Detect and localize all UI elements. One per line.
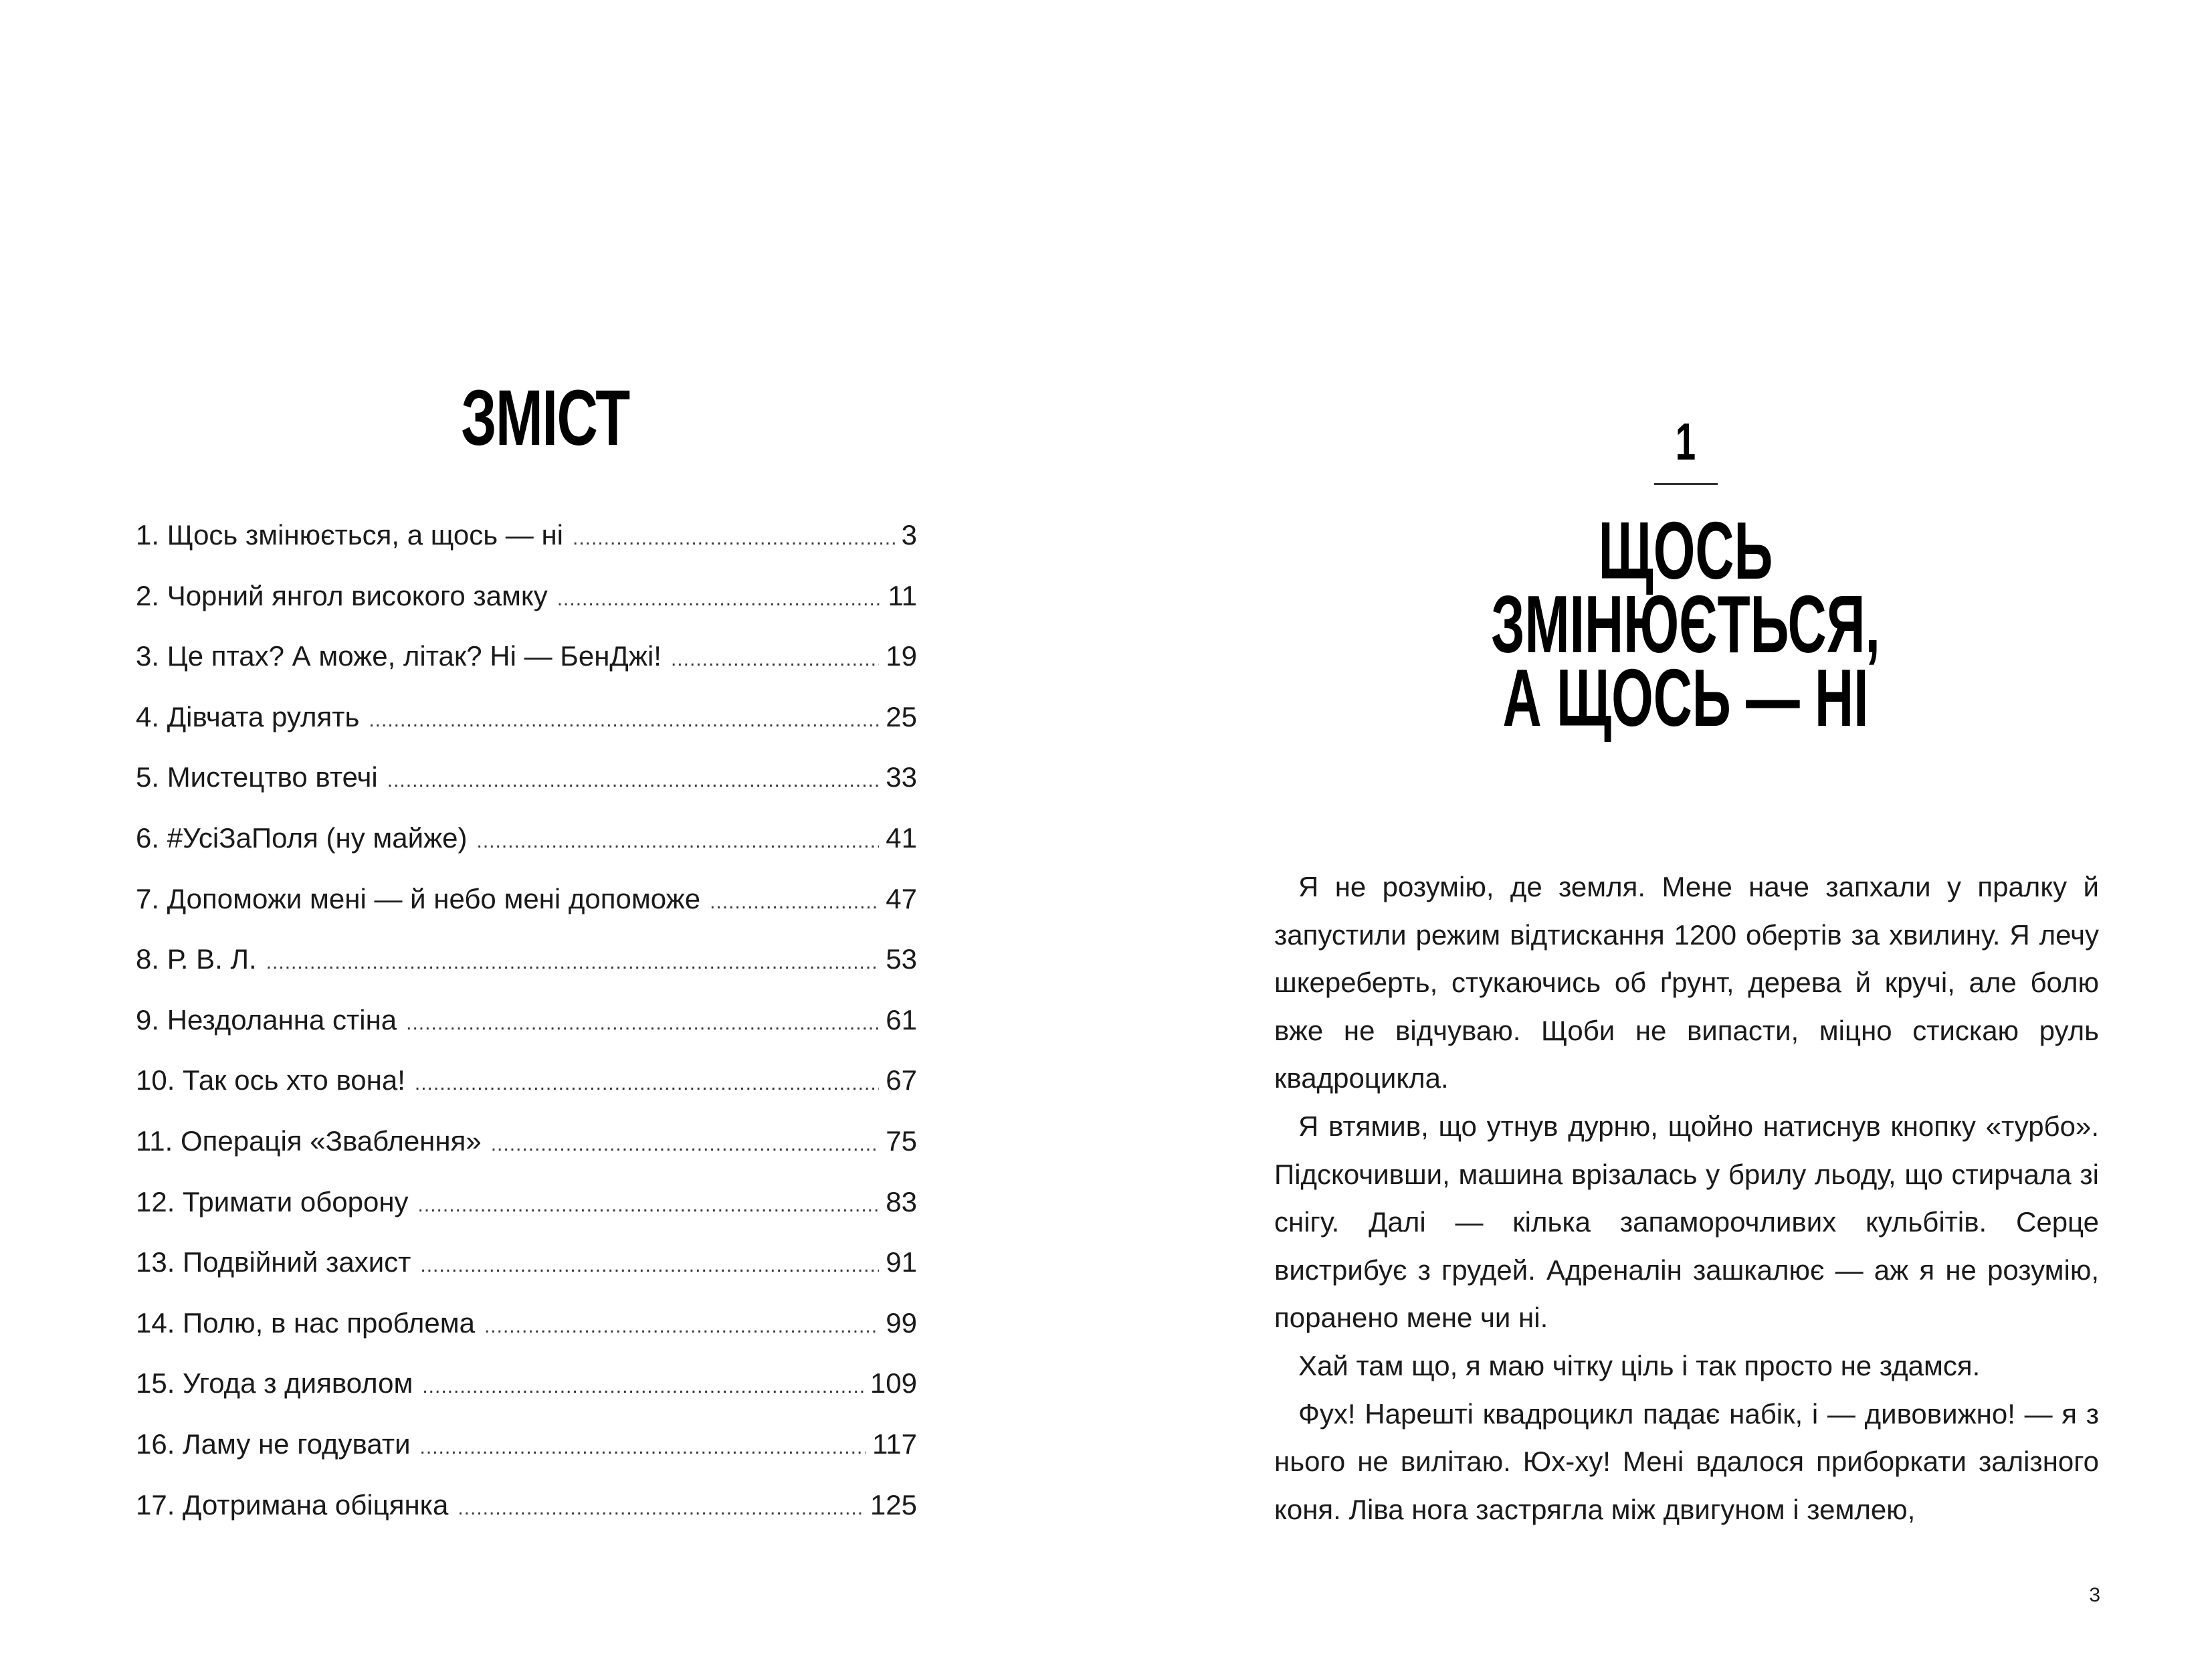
- toc-entry[interactable]: [136, 1001, 917, 1062]
- toc-entry[interactable]: [136, 516, 917, 577]
- page-number: 3: [2089, 1584, 2100, 1606]
- toc-entry-page: 109: [870, 1367, 917, 1399]
- toc-entry-label: 3. Це птах? А може, літак? Ні — БенДжі!: [136, 640, 662, 672]
- toc-entry[interactable]: [136, 941, 917, 1001]
- body-paragraph: Фух! Нарешті квадроцикл падає набік, і — дивовижно! — я з нього не вилітаю. Юх-ху! Мені вдалося приборкати залізного коня. Ліва нога застрягла між двигуном і землею,: [1274, 1397, 2099, 1525]
- toc-entry[interactable]: [136, 1183, 917, 1244]
- chapter-number-rule: [1654, 483, 1718, 485]
- body-paragraph: Я не розумію, де земля. Мене наче запхали у пралку й запустили режим відтискання 1200 обертів за хвилину. Я лечу шкереберть, стукаючись об ґрунт, дерева й кручі, але болю вже не відчуваю. Щоби не випасти, міцно стискаю руль квадроцикла.: [1274, 871, 2099, 1094]
- toc-entry-label: 4. Дівчата рулять: [136, 700, 360, 733]
- toc-entry-page: 41: [886, 821, 917, 854]
- toc-entry[interactable]: [136, 759, 917, 819]
- toc-entry-page: 75: [886, 1125, 917, 1157]
- toc-leader-dots: [477, 823, 880, 860]
- toc-entry[interactable]: [136, 819, 917, 880]
- toc-leader-dots: [415, 1065, 879, 1102]
- contents-title: ЗМІСТ: [461, 374, 629, 462]
- toc-entry-label: 5. Мистецтво втечі: [136, 761, 378, 793]
- toc-entry-label: 14. Полю, в нас проблема: [136, 1306, 475, 1339]
- toc-entry-page: 19: [886, 640, 917, 672]
- body-paragraph: Хай там що, я маю чітку ціль і так просто не здамся.: [1298, 1349, 1981, 1381]
- toc-entry[interactable]: [136, 1062, 917, 1123]
- toc-entry-page: 91: [886, 1246, 917, 1278]
- toc-entry-label: 10. Так ось хто вона!: [136, 1064, 405, 1096]
- toc-entry-page: 53: [886, 943, 917, 975]
- toc-entry-page: 67: [886, 1064, 917, 1096]
- toc-entry[interactable]: [136, 880, 917, 941]
- toc-entry[interactable]: [136, 1486, 917, 1547]
- toc-leader-dots: [406, 1005, 879, 1042]
- toc-entry-page: 125: [870, 1488, 917, 1521]
- toc-leader-dots: [369, 702, 879, 739]
- toc-entry-label: 9. Нездоланна стіна: [136, 1003, 397, 1036]
- toc-entry[interactable]: [136, 1244, 917, 1304]
- toc-entry-page: 47: [886, 882, 917, 914]
- toc-entry-page: 61: [886, 1003, 917, 1036]
- toc-leader-dots: [491, 1126, 880, 1163]
- toc-leader-dots: [266, 944, 880, 981]
- toc-leader-dots: [671, 641, 879, 678]
- body-paragraph: Я втямив, що утнув дурню, щойно натиснув кнопку «турбо». Підскочивши, машина врізалась у брилу льоду, що стирчала зі снігу. Далі — кілька запаморочливих кульбітів. Серце вистрибує з грудей. Адреналін зашкалює — аж я не розумію, поранено мене чи ні.: [1274, 1110, 2099, 1334]
- toc-entry-label: 11. Операція «Зваблення»: [136, 1125, 482, 1157]
- toc-entry-label: 16. Ламу не годувати: [136, 1428, 411, 1460]
- toc-entry-page: 33: [886, 761, 917, 793]
- toc-entry-label: 7. Допоможи мені — й небо мені допоможе: [136, 882, 701, 914]
- toc-leader-dots: [420, 1429, 866, 1466]
- toc-entry[interactable]: [136, 638, 917, 698]
- toc-entry-page: 117: [872, 1428, 917, 1460]
- toc-entry-label: 6. #УсіЗаПоля (ну майже): [136, 821, 468, 854]
- toc-leader-dots: [420, 1247, 879, 1284]
- toc-leader-dots: [484, 1308, 879, 1345]
- toc-leader-dots: [458, 1490, 864, 1527]
- toc-leader-dots: [422, 1368, 864, 1405]
- toc-entry-label: 17. Дотримана обіцянка: [136, 1488, 449, 1521]
- toc-entry[interactable]: [136, 577, 917, 638]
- table-of-contents: [136, 516, 917, 1547]
- toc-entry-page: 83: [886, 1185, 917, 1217]
- toc-entry[interactable]: [136, 698, 917, 759]
- toc-leader-dots: [387, 762, 880, 799]
- toc-entry-page: 99: [886, 1306, 917, 1339]
- toc-leader-dots: [573, 520, 895, 557]
- toc-entry-label: 8. Р. В. Л.: [136, 943, 257, 975]
- toc-entry-page: 25: [886, 700, 917, 733]
- toc-entry-label: 1. Щось змінюється, а щось — ні: [136, 519, 563, 551]
- chapter-title-line-1: ЩОСЬ ЗМІНЮЄТЬСЯ,: [1491, 505, 1880, 670]
- toc-entry[interactable]: [136, 1123, 917, 1183]
- toc-entry[interactable]: [136, 1304, 917, 1365]
- toc-entry-page: 11: [888, 579, 917, 611]
- toc-entry-label: 15. Угода з дияволом: [136, 1367, 413, 1399]
- toc-entry-label: 13. Подвійний захист: [136, 1246, 411, 1278]
- chapter-number: 1: [1675, 412, 1696, 471]
- chapter-body: [1274, 863, 2099, 1533]
- toc-entry-page: 3: [901, 519, 917, 551]
- chapter-title-line-2: А ЩОСЬ — НІ: [1502, 652, 1869, 743]
- toc-entry-label: 12. Тримати оборону: [136, 1185, 409, 1217]
- chapter-title: [1258, 505, 2114, 743]
- toc-entry[interactable]: [136, 1365, 917, 1426]
- toc-entry-label: 2. Чорний янгол високого замку: [136, 579, 548, 611]
- toc-leader-dots: [557, 581, 882, 618]
- toc-leader-dots: [710, 884, 879, 921]
- toc-entry[interactable]: [136, 1426, 917, 1486]
- toc-leader-dots: [418, 1187, 880, 1224]
